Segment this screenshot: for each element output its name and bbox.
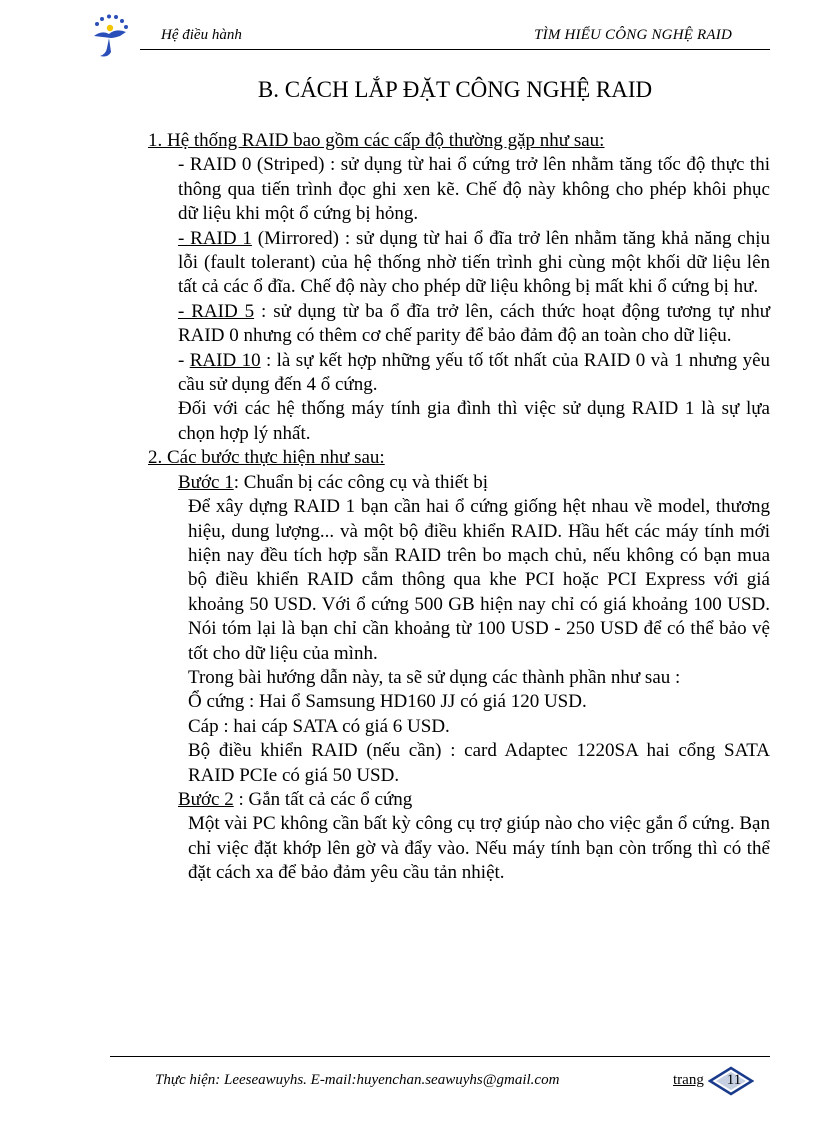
raid10-text: : là sự kết hợp những yếu tố tốt nhất của RAID 0 và 1 nhưng yêu cầu sử dụng đến 4 ổ cứng. [178,349,770,396]
raid1-paragraph [148,227,770,300]
step1-title: : Chuẩn bị các công cụ và thiết bị [233,471,489,493]
header-topic: TÌM HIỂU CÔNG NGHỆ RAID [534,27,732,43]
section1-conclusion: Đối với các hệ thống máy tính gia đình thì việc sử dụng RAID 1 là sự lựa chọn hợp lý nhất. [178,398,770,444]
header-subject: Hệ điều hành [161,27,242,43]
document-body [148,129,770,886]
raid0-text: (Striped) : sử dụng từ hai ổ cứng trở lên nhằm tăng tốc độ thực thi thông qua tiến trình đọc ghi xen kẽ. Chế độ này không cho phép khôi phục dữ liệu khi một ổ cứng bị hỏng. [178,154,770,225]
step2-label: Bước 2 [178,788,234,810]
raid0-paragraph [148,153,770,226]
raid5-label: - RAID 5 [178,300,255,322]
footer-author: Thực hiện: Leeseawuyhs. E-mail:huyenchan.seawuyhs@gmail.com [155,1072,560,1088]
step2-paragraph: Một vài PC không cần bất kỳ công cụ trợ giúp nào cho việc gắn ổ cứng. Bạn chỉ việc đặt khớp lên gờ và đẩy vào. Nếu máy tính bạn còn trống thì có thể đặt cách xa để bảo đảm yêu cầu tản nhiệt. [188,813,770,884]
raid0-label: - RAID 0 [178,154,252,176]
section2-heading-text: 2. Các bước thực hiện như sau: [148,447,385,469]
header-divider [140,49,770,50]
raid1-text: (Mirrored) : sử dụng từ hai ổ đĩa trở lên nhằm tăng khả năng chịu lỗi (fault tolerant) của hệ thống nhờ tiến trình ghi cùng một khối dữ liệu lên tất cả các ổ đĩa. Chế độ này cho phép dữ liệu không bị mất khi ổ cứng bị hư. [178,227,770,298]
step1-item-controller: Bộ điều khiển RAID (nếu cần) : card Adaptec 1220SA hai cổng SATA RAID PCIe có giá 50 USD. [188,740,770,786]
step1-item-disk: Ổ cứng : Hai ổ Samsung HD160 JJ có giá 120 USD. [188,691,587,713]
raid1-label: - RAID 1 [178,227,252,249]
section1-heading [148,129,770,153]
step1-item-cable: Cáp : hai cáp SATA có giá 6 USD. [188,715,450,737]
raid10-prefix: - [178,349,190,371]
step1-heading [148,471,770,495]
step2-heading [148,788,770,812]
raid5-text: : sử dụng từ ba ổ đĩa trở lên, cách thức hoạt động tương tự như RAID 0 nhưng có thêm cơ chế parity để bảo đảm độ an toàn cho dữ liệu. [178,300,770,347]
section2-heading [148,446,770,470]
raid10-label: RAID 10 [189,349,261,371]
page-title: B. CÁCH LẮP ĐẶT CÔNG NGHỆ RAID [257,77,653,102]
raid10-paragraph [148,349,770,398]
footer-page-number: 11 [726,1072,742,1088]
step1-label: Bước 1 [178,471,234,493]
step2-title: : Gắn tất cả các ổ cứng [233,788,413,810]
footer-divider [110,1056,770,1057]
step1-intro: Trong bài hướng dẫn này, ta sẽ sử dụng các thành phần như sau : [188,666,681,688]
section1-heading-text: 1. Hệ thống RAID bao gồm các cấp độ thường gặp như sau: [148,130,605,151]
raid5-paragraph [148,300,770,349]
step1-paragraph: Để xây dựng RAID 1 bạn cần hai ổ cứng giống hệt nhau về model, thương hiệu, dung lượng... và một bộ điều khiển RAID. Hầu hết các máy tính mới hiện nay đều tích hợp sẵn RAID trên bo mạch chủ, nếu không có bạn mua bộ điều khiển RAID cắm thông qua khe PCI hoặc PCI Express với giá khoảng 50 USD. Với ổ cứng 500 GB hiện nay chỉ có giá khoảng 100 USD. Nói tóm lại là bạn chỉ cần khoảng từ 100 USD - 250 USD để có thể bảo vệ tốt cho dữ liệu của mình. [188,496,770,664]
logo-icon [90,14,130,60]
footer-page-label: trang [673,1072,704,1088]
